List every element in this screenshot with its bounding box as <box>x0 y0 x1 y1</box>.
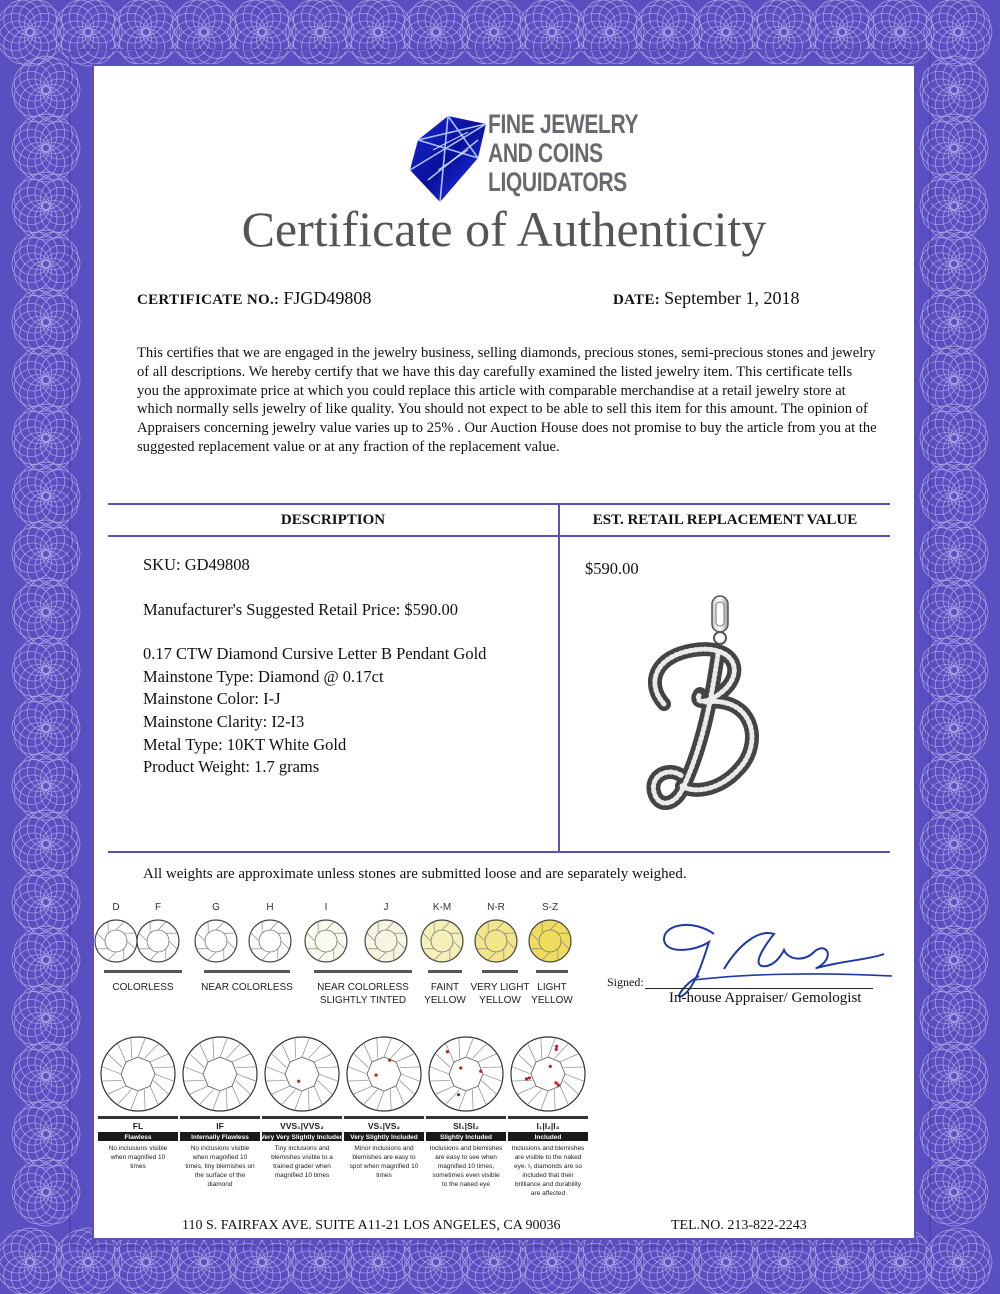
clarity-grade: I₁|I₂|I₃ <box>536 1121 560 1131</box>
color-grade-letter: H <box>266 902 274 913</box>
clarity-description: eye. I₁ diamonds are so <box>514 1163 582 1170</box>
clarity-description: trained grader when <box>273 1163 331 1170</box>
color-grade-bracket <box>482 970 518 973</box>
color-grade-letter: F <box>154 902 162 913</box>
clarity-description: No inclusions visible <box>108 1145 168 1152</box>
clarity-description: times <box>376 1172 392 1179</box>
color-grade-chart <box>94 896 574 1036</box>
clarity-bracket <box>98 1116 178 1119</box>
clarity-description: blemishes are easy to <box>352 1154 416 1161</box>
clarity-name: Flawless <box>124 1134 152 1141</box>
clarity-bracket <box>426 1116 506 1119</box>
color-grade-bracket <box>428 970 462 973</box>
clarity-description: blemishes visible to a <box>271 1154 333 1161</box>
clarity-diamond-icon <box>511 1037 585 1111</box>
color-grade-label: YELLOW <box>479 995 521 1006</box>
item-detail-line: Mainstone Color: I-J <box>143 689 281 709</box>
color-grade-label: NEAR COLORLESS <box>317 982 409 993</box>
page-title: Certificate of Authenticity <box>241 201 767 257</box>
clarity-description: diamond <box>207 1181 233 1188</box>
clarity-bracket <box>180 1116 260 1119</box>
clarity-description: Tiny inclusions and <box>274 1145 330 1152</box>
clarity-diamond-icon <box>265 1037 339 1111</box>
pendant-image <box>634 594 784 844</box>
clarity-diamond-icon <box>183 1037 257 1111</box>
msrp: Manufacturer's Suggested Retail Price: $590.00 <box>143 599 459 619</box>
certificate-paper <box>94 66 914 1238</box>
color-grade-diamond-icon <box>421 920 463 962</box>
item-description <box>143 554 486 779</box>
clarity-grade-chart <box>96 1032 585 1212</box>
clarity-name: Internally Flawless <box>191 1134 249 1141</box>
clarity-bracket <box>508 1116 588 1119</box>
table-column-divider <box>558 503 560 851</box>
color-grade-label: LIGHT <box>537 982 567 993</box>
clarity-diamond-icon <box>101 1037 175 1111</box>
color-grade-bracket <box>314 970 412 973</box>
item-details <box>143 643 486 779</box>
clarity-description: are visible to the naked <box>514 1154 582 1161</box>
clarity-description: magnified 10 times, <box>437 1163 495 1170</box>
clarity-name: Very Very Slightly Included <box>260 1134 344 1141</box>
color-grade-diamond-icon <box>305 920 347 962</box>
clarity-description: times, tiny blemishes on <box>185 1163 255 1170</box>
clarity-description: spot when magnified 10 <box>349 1163 419 1170</box>
footer-phone: TEL.NO. 213-822-2243 <box>671 1218 807 1233</box>
color-grade-diamond-icon <box>249 920 291 962</box>
color-grade-label: FAINT <box>430 982 460 993</box>
brand-name <box>488 110 638 197</box>
color-grade-letter: S-Z <box>541 902 559 913</box>
clarity-description: Inclusions and blemishes <box>429 1145 503 1152</box>
sku: SKU: GD49808 <box>143 555 250 574</box>
clarity-description: are easy to see when <box>435 1154 497 1161</box>
clarity-grade: IF <box>216 1121 224 1131</box>
clarity-description: Minor inclusions and <box>354 1145 414 1152</box>
clarity-description: when magnified 10 <box>192 1154 248 1161</box>
color-grade-diamond-icon <box>137 920 179 962</box>
footer-address: 110 S. FAIRFAX AVE. SUITE A11-21 LOS ANGELES, CA 90036 <box>182 1218 561 1233</box>
certificate-number-label: CERTIFICATE NO.: <box>137 292 280 308</box>
color-grade-label: SLIGHTLY TINTED <box>319 995 407 1006</box>
clarity-bracket <box>262 1116 342 1119</box>
clarity-grade: VS₁|VS₂ <box>367 1121 401 1131</box>
brand-line-3: LIQUIDATORS <box>488 167 627 197</box>
color-grade-diamond-icon <box>475 920 517 962</box>
signed-label: Signed: <box>607 975 644 989</box>
color-grade-label: COLORLESS <box>112 982 174 993</box>
description-header: DESCRIPTION <box>280 512 386 528</box>
clarity-diamond-icon <box>347 1037 421 1111</box>
color-grade-diamond-icon <box>529 920 571 962</box>
clarity-name: Slightly Included <box>439 1134 493 1141</box>
table-header-divider <box>108 535 890 537</box>
clarity-grade: VVS₁|VVS₂ <box>280 1121 324 1131</box>
clarity-grade: FL <box>132 1121 144 1131</box>
clarity-description: to the naked eye <box>441 1181 491 1188</box>
certification-statement: This certifies that we are engaged in the jewelry business, selling diamonds, precious stones, semi-precious stones and jewelry of all descriptions. We hereby certify that we have this day carefully examined the listed jewelry item. This certificate tells you the approximate price at which you could replace this article with comparable merchandise at a retail jewelry store at which normally sells jewelry of like quality. You should not expect to be able to sell this item for this amount. The opinion of Appraisers concerning jewelry value varies up to 25% . Our Auction House does not promise to buy the article from you at the suggested replacement value or at any fraction of the replacement value. <box>137 345 877 455</box>
clarity-description: sometimes even visible <box>432 1172 500 1179</box>
table-top-divider <box>108 503 890 505</box>
color-grade-label: YELLOW <box>531 995 573 1006</box>
clarity-description: No inclusions visible <box>190 1145 250 1152</box>
weights-note: All weights are approximate unless stones are submitted loose and are separately weighed. <box>143 866 687 882</box>
replacement-value: $590.00 <box>585 559 639 578</box>
clarity-description: the surface of the <box>194 1172 246 1179</box>
clarity-description: magnified 10 times <box>274 1172 330 1179</box>
certificate-number-row <box>137 288 371 309</box>
clarity-description: Inclusions and blemishes <box>511 1145 585 1152</box>
item-detail-line: 0.17 CTW Diamond Cursive Letter B Pendant Gold <box>143 644 487 664</box>
clarity-description: brilliance and durability <box>514 1181 582 1188</box>
date-row <box>613 288 800 309</box>
brand-line-1: FINE JEWELRY <box>488 109 639 139</box>
color-grade-bracket <box>104 970 182 973</box>
clarity-description: times <box>130 1163 146 1170</box>
color-grade-diamond-icon <box>365 920 407 962</box>
clarity-name: Included <box>534 1134 562 1141</box>
color-grade-diamond-icon <box>95 920 137 962</box>
brand-line-2: AND COINS <box>488 138 603 168</box>
color-grade-label: VERY LIGHT <box>470 982 530 993</box>
color-grade-letter: K-M <box>432 902 452 913</box>
item-detail-line: Mainstone Clarity: I2-I3 <box>143 711 305 731</box>
clarity-bracket <box>344 1116 424 1119</box>
color-grade-label: YELLOW <box>424 995 466 1006</box>
clarity-description: when magnified 10 <box>110 1154 166 1161</box>
color-grade-diamond-icon <box>195 920 237 962</box>
date-label: DATE: <box>613 292 661 308</box>
replacement-value-header: EST. RETAIL REPLACEMENT VALUE <box>592 512 858 528</box>
date-value: September 1, 2018 <box>664 288 800 308</box>
color-grade-letter: I <box>324 902 328 913</box>
clarity-description: included that their <box>522 1172 574 1179</box>
appraiser-title: In-house Appraiser/ Gemologist <box>669 990 862 1006</box>
color-grade-letter: G <box>212 902 220 913</box>
certificate-number: FJGD49808 <box>283 288 372 308</box>
color-grade-letter: N-R <box>487 902 505 913</box>
item-detail-line: Mainstone Type: Diamond @ 0.17ct <box>143 666 384 686</box>
table-bottom-divider <box>108 851 890 853</box>
clarity-grade: SI₁|SI₂ <box>453 1121 479 1131</box>
clarity-diamond-icon <box>429 1037 503 1111</box>
color-grade-letter: J <box>383 902 389 913</box>
clarity-name: Very Slightly Included <box>350 1134 418 1141</box>
color-grade-bracket <box>536 970 568 973</box>
item-detail-line: Metal Type: 10KT White Gold <box>143 734 347 754</box>
color-grade-letter: D <box>112 902 120 913</box>
color-grade-bracket <box>204 970 290 973</box>
item-detail-line: Product Weight: 1.7 grams <box>143 757 320 777</box>
clarity-description: are affected <box>530 1190 566 1197</box>
signature-line <box>645 988 873 989</box>
color-grade-label: NEAR COLORLESS <box>201 982 293 993</box>
